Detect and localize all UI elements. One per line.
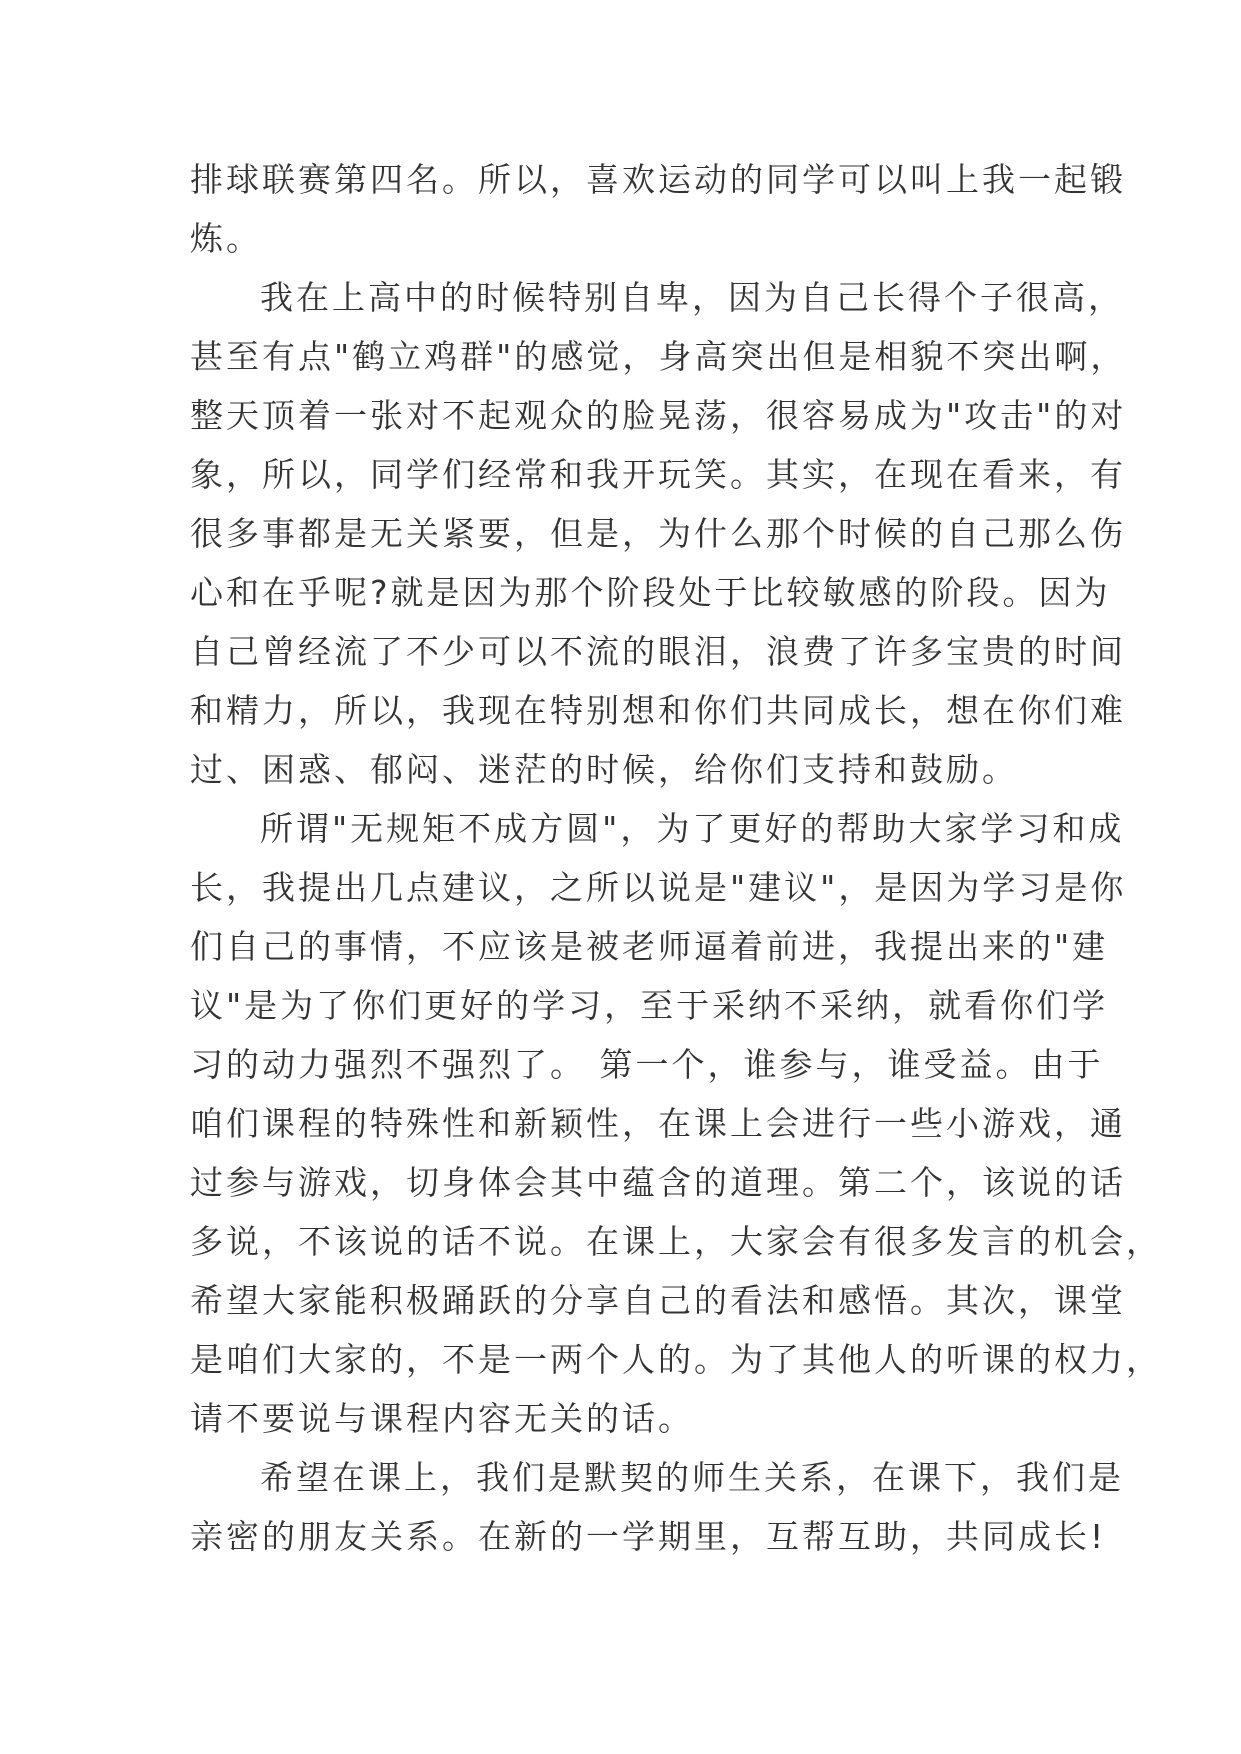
text-line: 象，所以，同学们经常和我开玩笑。其实，在现在看来，有 bbox=[190, 455, 1126, 494]
text-line: 心和在乎呢?就是因为那个阶段处于比较敏感的阶段。因为 bbox=[190, 573, 1111, 612]
text-line: 我在上高中的时候特别自卑，因为自己长得个子很高， bbox=[260, 278, 1124, 317]
text-line: 过、困惑、郁闷、迷茫的时候，给你们支持和鼓励。 bbox=[190, 750, 1018, 789]
text-line: 议"是为了你们更好的学习，至于采纳不采纳，就看你们学 bbox=[190, 986, 1109, 1025]
text-line: 整天顶着一张对不起观众的脸晃荡，很容易成为"攻击"的对 bbox=[190, 396, 1127, 435]
paragraph bbox=[190, 1448, 1124, 1566]
text-line: 多说，不该说的话不说。在课上，大家会有很多发言的机会， bbox=[190, 1222, 1162, 1261]
text-line: 咱们课程的特殊性和新颖性，在课上会进行一些小游戏，通 bbox=[190, 1104, 1126, 1143]
text-line: 排球联赛第四名。所以，喜欢运动的同学可以叫上我一起锻 bbox=[190, 160, 1126, 199]
document-body bbox=[190, 150, 1162, 1566]
text-line: 炼。 bbox=[190, 219, 262, 258]
text-line: 甚至有点"鹤立鸡群"的感觉，身高突出但是相貌不突出啊， bbox=[190, 337, 1127, 376]
text-line: 请不要说与课程内容无关的话。 bbox=[190, 1399, 694, 1438]
text-line: 希望在课上，我们是默契的师生关系，在课下，我们是 bbox=[260, 1458, 1124, 1497]
text-line: 自己曾经流了不少可以不流的眼泪，浪费了许多宝贵的时间 bbox=[190, 632, 1126, 671]
paragraph bbox=[190, 150, 1126, 268]
text-line: 是咱们大家的，不是一两个人的。为了其他人的听课的权力， bbox=[190, 1340, 1162, 1379]
paragraph bbox=[190, 268, 1127, 799]
paragraph bbox=[190, 799, 1162, 1448]
text-line: 很多事都是无关紧要，但是，为什么那个时候的自己那么伤 bbox=[190, 514, 1126, 553]
text-line: 长，我提出几点建议，之所以说是"建议"，是因为学习是你 bbox=[190, 868, 1127, 907]
text-line: 们自己的事情，不应该是被老师逼着前进，我提出来的"建 bbox=[190, 927, 1109, 966]
text-line: 希望大家能积极踊跃的分享自己的看法和感悟。其次，课堂 bbox=[190, 1281, 1126, 1320]
text-line: 亲密的朋友关系。在新的一学期里，互帮互助，共同成长! bbox=[190, 1517, 1107, 1556]
text-line: 习的动力强烈不强烈了。 第一个，谁参与，谁受益。由于 bbox=[190, 1045, 1104, 1084]
text-line: 和精力，所以，我现在特别想和你们共同成长，想在你们难 bbox=[190, 691, 1126, 730]
text-line: 过参与游戏，切身体会其中蕴含的道理。第二个，该说的话 bbox=[190, 1163, 1126, 1202]
text-line: 所谓"无规矩不成方圆"，为了更好的帮助大家学习和成 bbox=[260, 809, 1125, 848]
